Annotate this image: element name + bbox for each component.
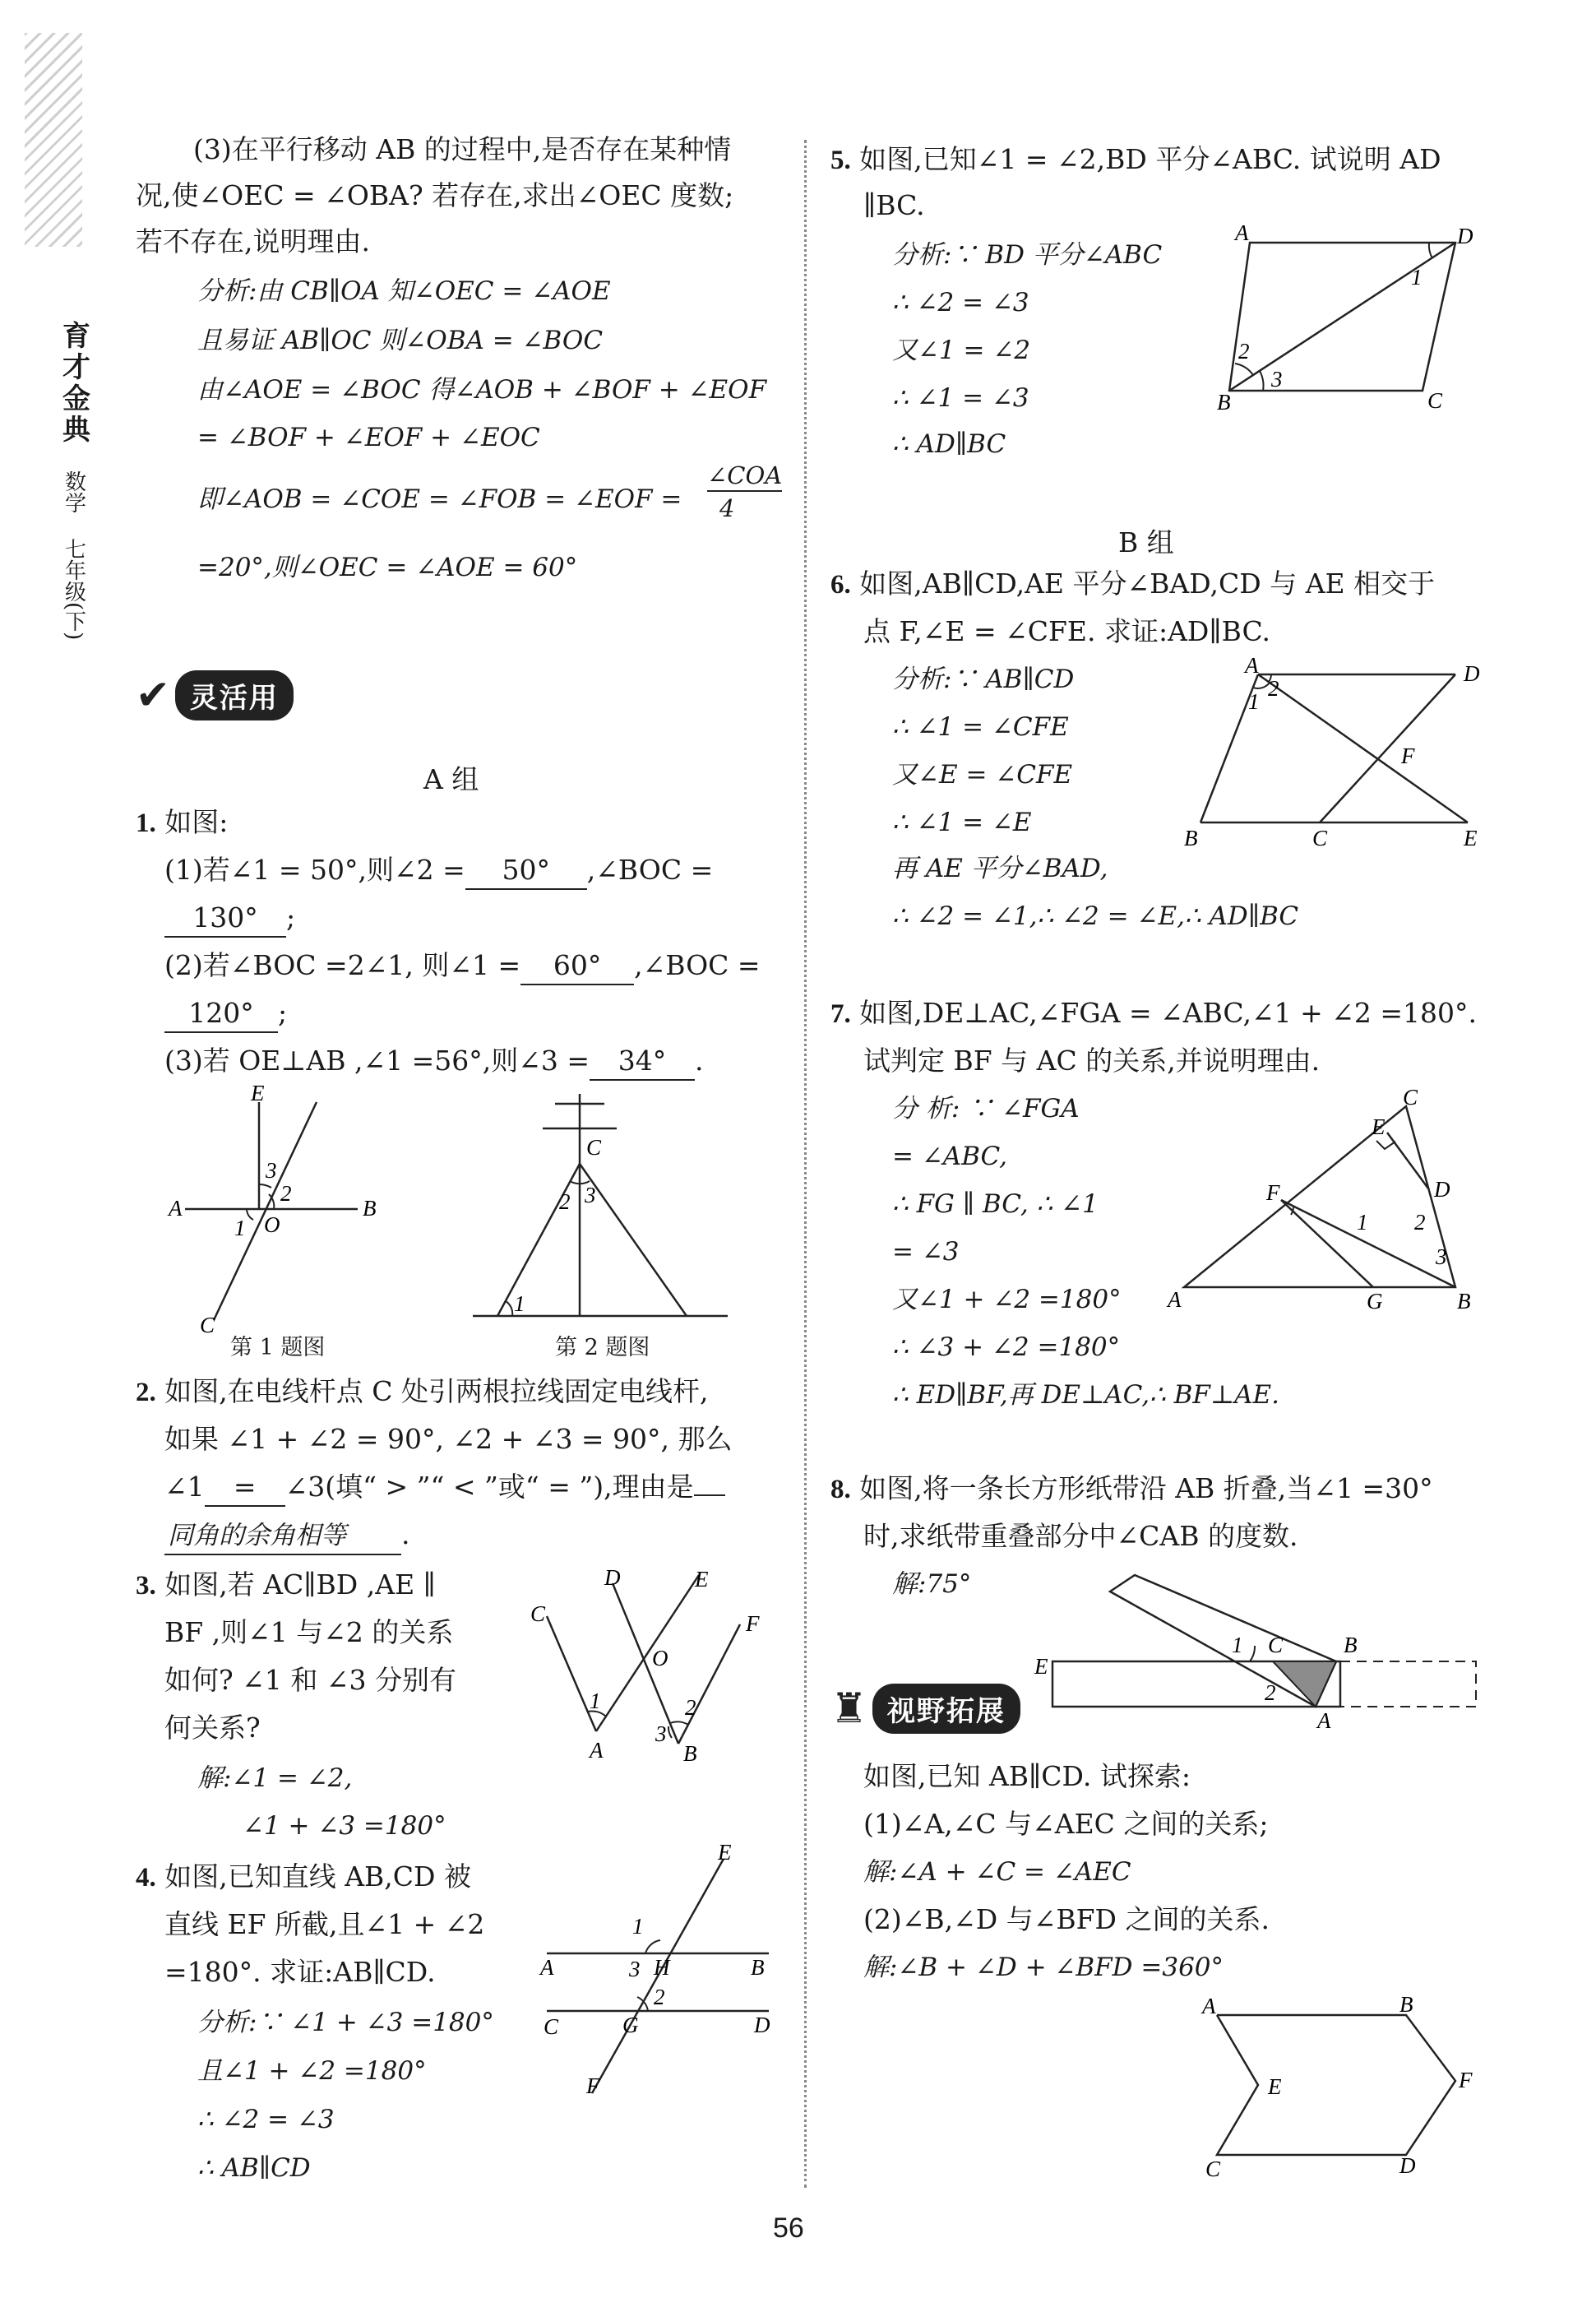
figure-icon: ♜ bbox=[830, 1684, 867, 1732]
q7-line1 bbox=[830, 995, 1477, 1032]
figure-6 bbox=[1184, 653, 1488, 859]
q2-line4-end: . bbox=[401, 1518, 410, 1550]
q2-answer-relation: = bbox=[205, 1469, 285, 1507]
ext-line2: (1)∠A,∠C 与∠AEC 之间的关系; bbox=[863, 1808, 1269, 1840]
q5-analysis-5: ∴ AD∥BC bbox=[892, 429, 1006, 459]
q2-blank-tail bbox=[694, 1494, 725, 1496]
fig3-label-f: F bbox=[746, 1611, 760, 1636]
fig6-num-2: 2 bbox=[1268, 676, 1279, 701]
q3p3-analysis-1: 分析:由 CB∥OA 知∠OEC = ∠AOE bbox=[197, 276, 611, 306]
q6-line2: 点 F,∠E = ∠CFE. 求证:AD∥BC. bbox=[863, 615, 1271, 647]
fig1-label-a: A bbox=[169, 1196, 183, 1221]
q1-p1-answer1: 50° bbox=[465, 852, 587, 890]
figure-9 bbox=[1184, 1992, 1473, 2191]
q1-p2-answer1: 60° bbox=[520, 947, 634, 985]
q5-number: 5. bbox=[830, 146, 851, 175]
fig7-label-c: C bbox=[1403, 1085, 1418, 1110]
fig9-label-d: D bbox=[1399, 2153, 1416, 2178]
angle-1-arc bbox=[1250, 1646, 1255, 1661]
fig4-num-3: 3 bbox=[629, 1957, 641, 1981]
q1-part3 bbox=[164, 1043, 704, 1081]
q1-number: 1. bbox=[136, 808, 156, 838]
q2-number: 2. bbox=[136, 1378, 156, 1407]
q6-analysis-3: 又∠E = ∠CFE bbox=[892, 760, 1073, 790]
page-number: 56 bbox=[773, 2212, 804, 2244]
fig6-num-1: 1 bbox=[1248, 689, 1260, 714]
fig4-label-h: H bbox=[654, 1955, 670, 1980]
q7-analysis-4: = ∠3 bbox=[892, 1237, 960, 1267]
q3p3-analysis-6: =20°,则∠OEC = ∠AOE = 60° bbox=[197, 553, 578, 582]
q2-line1-text: 如图,在电线杆点 C 处引两根拉线固定电线杆, bbox=[164, 1375, 709, 1407]
group-a-heading: A 组 bbox=[423, 763, 479, 795]
fig7-num-2: 2 bbox=[1414, 1210, 1426, 1235]
q7-analysis-6: ∴ ∠3 + ∠2 =180° bbox=[892, 1332, 1121, 1362]
q3p3-line2: 况,使∠OEC = ∠OBA? 若存在,求出∠OEC 度数; bbox=[136, 179, 734, 211]
q6-number: 6. bbox=[830, 570, 851, 600]
q3-line1-text: 如图,若 AC∥BD ,AE ∥ bbox=[164, 1568, 436, 1601]
q7-analysis-5: 又∠1 + ∠2 =180° bbox=[892, 1285, 1122, 1314]
figure-5 bbox=[1217, 222, 1472, 415]
angle-1-arc bbox=[247, 1209, 253, 1220]
fig9-label-b: B bbox=[1399, 1992, 1413, 2017]
fig6-label-c: C bbox=[1312, 826, 1328, 850]
fig1-num-1: 1 bbox=[234, 1216, 246, 1240]
right-angle-mark bbox=[1376, 1141, 1395, 1149]
sidebar bbox=[58, 321, 90, 640]
q1-part2 bbox=[164, 947, 761, 985]
fig7-num-3: 3 bbox=[1436, 1244, 1447, 1269]
figure-1 bbox=[169, 1081, 382, 1344]
fig7-label-f: F bbox=[1266, 1180, 1280, 1205]
fig5-num-3: 3 bbox=[1271, 367, 1283, 391]
fig5-label-b: B bbox=[1217, 390, 1231, 415]
q1-p3-answer: 34° bbox=[590, 1043, 695, 1081]
fig5-label-d: D bbox=[1457, 224, 1473, 248]
fig9-label-c: C bbox=[1205, 2157, 1221, 2181]
q5-analysis-2: ∴ ∠2 = ∠3 bbox=[892, 288, 1029, 317]
q1-p2-end: ; bbox=[278, 997, 288, 1029]
fig5-label-a: A bbox=[1235, 220, 1249, 245]
line-ed bbox=[1387, 1133, 1428, 1188]
banner2-label: 视野拓展 bbox=[872, 1684, 1020, 1734]
fig2-num-1: 1 bbox=[514, 1291, 525, 1316]
fig7-num-1: 1 bbox=[1357, 1210, 1368, 1235]
q4-number: 4. bbox=[136, 1863, 156, 1893]
angle-1-arc bbox=[1429, 243, 1432, 258]
q4-line3: =180°. 求证:AB∥CD. bbox=[164, 1956, 436, 1988]
q5-line1-text: 如图,已知∠1 = ∠2,BD 平分∠ABC. 试说明 AD bbox=[859, 143, 1441, 175]
guy-wire-left bbox=[497, 1164, 580, 1316]
q1-part1-cont bbox=[164, 900, 295, 938]
fig8-label-c: C bbox=[1268, 1633, 1284, 1657]
fig3-num-1: 1 bbox=[590, 1689, 601, 1713]
q1-stem bbox=[136, 804, 228, 841]
q4-analysis-3: ∴ ∠2 = ∠3 bbox=[197, 2105, 335, 2134]
q4-line1 bbox=[136, 1859, 471, 1896]
fig7-label-a: A bbox=[1168, 1287, 1182, 1312]
fig1-label-b: B bbox=[363, 1196, 377, 1221]
angle-1-arc bbox=[645, 1940, 660, 1953]
q3p3-analysis-2: 且易证 AB∥OC 则∠OBA = ∠BOC bbox=[197, 326, 604, 355]
fig9-label-a: A bbox=[1202, 1994, 1216, 2018]
ext-solution-1: 解:∠A + ∠C = ∠AEC bbox=[863, 1857, 1131, 1887]
q1-p3-end: . bbox=[695, 1045, 704, 1077]
check-icon: ✔ bbox=[136, 671, 170, 719]
q1-stem-text: 如图: bbox=[164, 806, 229, 838]
q2-line4 bbox=[164, 1517, 410, 1555]
fig5-label-c: C bbox=[1427, 388, 1443, 413]
fig4-label-c: C bbox=[544, 2014, 559, 2039]
q2-line3 bbox=[164, 1469, 725, 1507]
q2-line1 bbox=[136, 1374, 708, 1411]
q4-analysis-1: 分析:∵ ∠1 + ∠3 =180° bbox=[197, 2008, 494, 2037]
q5-analysis-4: ∴ ∠1 = ∠3 bbox=[892, 383, 1029, 413]
fig1-num-3: 3 bbox=[266, 1158, 277, 1183]
strip-original-dashed bbox=[1340, 1661, 1476, 1707]
angle-3-arc bbox=[1260, 371, 1263, 391]
banner-shiye-tuozhan bbox=[830, 1679, 1020, 1737]
fig2-num-2: 2 bbox=[559, 1189, 571, 1214]
banner-label: 灵活用 bbox=[175, 670, 294, 720]
fig8-label-b: B bbox=[1344, 1633, 1358, 1657]
fig1-label-c: C bbox=[200, 1313, 215, 1337]
fig6-label-e: E bbox=[1464, 826, 1478, 850]
q6-line1-text: 如图,AB∥CD,AE 平分∠BAD,CD 与 AE 相交于 bbox=[859, 568, 1436, 600]
fig6-label-f: F bbox=[1401, 744, 1415, 768]
fig7-label-b: B bbox=[1457, 1289, 1471, 1313]
banner-linghuoyong bbox=[136, 666, 294, 724]
q7-analysis-7: ∴ ED∥BF,再 DE⊥AC,∴ BF⊥AE. bbox=[892, 1380, 1279, 1410]
fig5-num-1: 1 bbox=[1411, 265, 1423, 290]
fig4-label-f: F bbox=[586, 2073, 600, 2098]
sidebar-brand: 育才金典 bbox=[57, 321, 90, 446]
fig3-label-d: D bbox=[604, 1565, 621, 1590]
triangle-abc bbox=[1184, 1106, 1455, 1287]
line-transversal bbox=[214, 1102, 317, 1320]
figure-4 bbox=[530, 1840, 777, 2105]
fig3-label-o: O bbox=[652, 1646, 668, 1670]
angle-2-arc bbox=[670, 1721, 688, 1725]
q3p3-analysis-5: 即∠AOB = ∠COE = ∠FOB = ∠EOF = bbox=[197, 484, 682, 514]
q3-line2: BF ,则∠1 与∠2 的关系 bbox=[164, 1616, 454, 1648]
q8-line1 bbox=[830, 1471, 1433, 1508]
fig8-num-1: 1 bbox=[1232, 1633, 1243, 1657]
fig9-label-e: E bbox=[1268, 2074, 1282, 2099]
q6-analysis-1: 分析:∵ AB∥CD bbox=[892, 665, 1075, 694]
fig3-label-b: B bbox=[683, 1741, 697, 1766]
q1-p1-text2: ,∠BOC = bbox=[586, 854, 714, 886]
q6-analysis-5: 再 AE 平分∠BAD, bbox=[892, 854, 1108, 883]
ext-solution-2: 解:∠B + ∠D + ∠BFD =360° bbox=[863, 1953, 1224, 1982]
q2-line2: 如果 ∠1 + ∠2 = 90°, ∠2 + ∠3 = 90°, 那么 bbox=[164, 1423, 733, 1455]
q1-p2-text2: ,∠BOC = bbox=[634, 949, 761, 981]
figure-3 bbox=[530, 1567, 777, 1776]
q5-line2: ∥BC. bbox=[863, 189, 925, 221]
q4-analysis-2: 且∠1 + ∠2 =180° bbox=[197, 2056, 427, 2086]
q1-p1-text: (1)若∠1 = 50°,则∠2 = bbox=[164, 854, 465, 886]
q2-line3-text: ∠3(填“ > ”“ < ”或“ = ”),理由是 bbox=[285, 1471, 694, 1503]
q6-analysis-4: ∴ ∠1 = ∠E bbox=[892, 808, 1032, 837]
fig1-label-e: E bbox=[251, 1081, 265, 1105]
fig4-label-d: D bbox=[754, 2013, 770, 2037]
fig1-caption: 第 1 题图 bbox=[230, 1335, 326, 1360]
fig8-num-2: 2 bbox=[1265, 1680, 1276, 1705]
fig2-caption: 第 2 题图 bbox=[555, 1335, 650, 1360]
q7-analysis-1: 分 析: ∵ ∠FGA bbox=[892, 1094, 1080, 1124]
line-ae bbox=[596, 1575, 699, 1731]
line-bf bbox=[678, 1624, 740, 1744]
corner-hatch-decoration bbox=[25, 33, 82, 247]
q1-part2-cont bbox=[164, 995, 287, 1033]
line-db bbox=[613, 1583, 678, 1744]
q4-analysis-4: ∴ AB∥CD bbox=[197, 2153, 311, 2183]
q2-angle1: ∠1 bbox=[164, 1471, 205, 1503]
q3p3-line3: 若不存在,说明理由. bbox=[136, 225, 370, 257]
fig4-num-1: 1 bbox=[632, 1914, 644, 1939]
fraction-denominator: 4 bbox=[719, 494, 735, 522]
q8-line2: 时,求纸带重叠部分中∠CAB 的度数. bbox=[863, 1520, 1298, 1552]
q3-line4: 何关系? bbox=[164, 1712, 261, 1744]
guy-wire-right bbox=[580, 1164, 687, 1316]
fig4-num-2: 2 bbox=[654, 1985, 665, 2009]
q2-answer-reason: 同角的余角相等 bbox=[164, 1517, 401, 1555]
line-fb bbox=[1281, 1200, 1455, 1287]
q8-line1-text: 如图,将一条长方形纸带沿 AB 折叠,当∠1 =30° bbox=[859, 1472, 1433, 1504]
fig6-label-d: D bbox=[1464, 661, 1480, 686]
q7-analysis-2: = ∠ABC, bbox=[892, 1142, 1008, 1171]
q7-analysis-3: ∴ FG ∥ BC, ∴ ∠1 bbox=[892, 1189, 1099, 1219]
fig3-num-2: 2 bbox=[685, 1695, 696, 1720]
q1-p2-answer2: 120° bbox=[164, 995, 278, 1033]
fig6-label-b: B bbox=[1184, 826, 1198, 850]
q6-analysis-6: ∴ ∠2 = ∠1,∴ ∠2 = ∠E,∴ AD∥BC bbox=[892, 901, 1299, 931]
fig9-label-f: F bbox=[1459, 2068, 1473, 2092]
figure-7 bbox=[1159, 1085, 1488, 1315]
fig7-label-g: G bbox=[1367, 1289, 1383, 1313]
q3-solution-1: 解:∠1 = ∠2, bbox=[197, 1763, 353, 1793]
q7-line1-text: 如图,DE⊥AC,∠FGA = ∠ABC,∠1 + ∠2 =180°. bbox=[859, 997, 1478, 1029]
angle-1-arc bbox=[506, 1301, 512, 1316]
fig3-label-c: C bbox=[530, 1601, 546, 1626]
angle-3-arc bbox=[259, 1184, 271, 1188]
zigzag-figure bbox=[1217, 2015, 1455, 2155]
q7-number: 7. bbox=[830, 999, 851, 1029]
figure-8 bbox=[1028, 1567, 1488, 1751]
sidebar-subject: 数学 bbox=[61, 470, 86, 513]
fig4-label-a: A bbox=[540, 1955, 554, 1980]
q8-number: 8. bbox=[830, 1475, 851, 1504]
q5-analysis-1: 分析:∵ BD 平分∠ABC bbox=[892, 240, 1163, 270]
fig3-label-a: A bbox=[590, 1738, 604, 1763]
q5-line1 bbox=[830, 141, 1441, 178]
fig8-label-a: A bbox=[1317, 1708, 1331, 1733]
fig1-label-o: O bbox=[264, 1212, 280, 1237]
fig4-label-e: E bbox=[718, 1840, 732, 1865]
sidebar-grade: 七年级(下) bbox=[61, 538, 86, 641]
q3-solution-2: ∠1 + ∠3 =180° bbox=[243, 1811, 446, 1841]
fig4-label-g: G bbox=[622, 2013, 639, 2037]
figure-2 bbox=[465, 1094, 736, 1336]
q3p3-analysis-3: 由∠AOE = ∠BOC 得∠AOB + ∠BOF + ∠EOF bbox=[197, 375, 767, 405]
fig8-label-e: E bbox=[1034, 1654, 1048, 1679]
fig4-label-b: B bbox=[751, 1955, 765, 1980]
angle-2-arc bbox=[1235, 364, 1253, 375]
q1-p1-answer2: 130° bbox=[164, 900, 286, 938]
fig2-num-3: 3 bbox=[585, 1183, 596, 1207]
q3-number: 3. bbox=[136, 1571, 156, 1601]
column-divider bbox=[804, 140, 807, 2188]
fig6-label-a: A bbox=[1245, 653, 1259, 678]
q1-p1-end: ; bbox=[286, 901, 296, 934]
ext-line1: 如图,已知 AB∥CD. 试探索: bbox=[863, 1760, 1191, 1792]
q6-analysis-2: ∴ ∠1 = ∠CFE bbox=[892, 712, 1069, 742]
q3p3-line1: (3)在平行移动 AB 的过程中,是否存在某种情 bbox=[193, 133, 732, 165]
fraction-numerator: ∠COA bbox=[707, 461, 782, 492]
q5-analysis-3: 又∠1 = ∠2 bbox=[892, 336, 1031, 365]
q4-line2: 直线 EF 所截,且∠1 + ∠2 bbox=[164, 1908, 485, 1940]
fig3-label-e: E bbox=[695, 1567, 709, 1591]
q6-line1 bbox=[830, 566, 1435, 603]
q4-line1-text: 如图,已知直线 AB,CD 被 bbox=[164, 1860, 471, 1893]
fig7-label-d: D bbox=[1434, 1177, 1450, 1202]
fig1-num-2: 2 bbox=[280, 1181, 292, 1206]
q1-p3-text: (3)若 OE⊥AB ,∠1 =56°,则∠3 = bbox=[164, 1045, 590, 1077]
q1-part1 bbox=[164, 852, 713, 890]
fig7-label-e: E bbox=[1372, 1114, 1386, 1139]
group-b-heading: B 组 bbox=[1118, 526, 1174, 558]
q7-line2: 试判定 BF 与 AC 的关系,并说明理由. bbox=[863, 1045, 1321, 1077]
q3-line1 bbox=[136, 1567, 436, 1604]
ext-line3: (2)∠B,∠D 与∠BFD 之间的关系. bbox=[863, 1903, 1270, 1935]
fig3-num-3: 3 bbox=[655, 1721, 667, 1746]
q3-line3: 如何? ∠1 和 ∠3 分别有 bbox=[164, 1664, 456, 1696]
q3p3-analysis-4: = ∠BOF + ∠EOF + ∠EOC bbox=[197, 423, 540, 452]
fig5-num-2: 2 bbox=[1238, 339, 1250, 364]
line-ca bbox=[547, 1616, 596, 1731]
q1-p2-text: (2)若∠BOC =2∠1, 则∠1 = bbox=[164, 949, 521, 981]
q8-solution: 解:75° bbox=[892, 1569, 972, 1599]
fig2-label-c: C bbox=[586, 1135, 602, 1160]
